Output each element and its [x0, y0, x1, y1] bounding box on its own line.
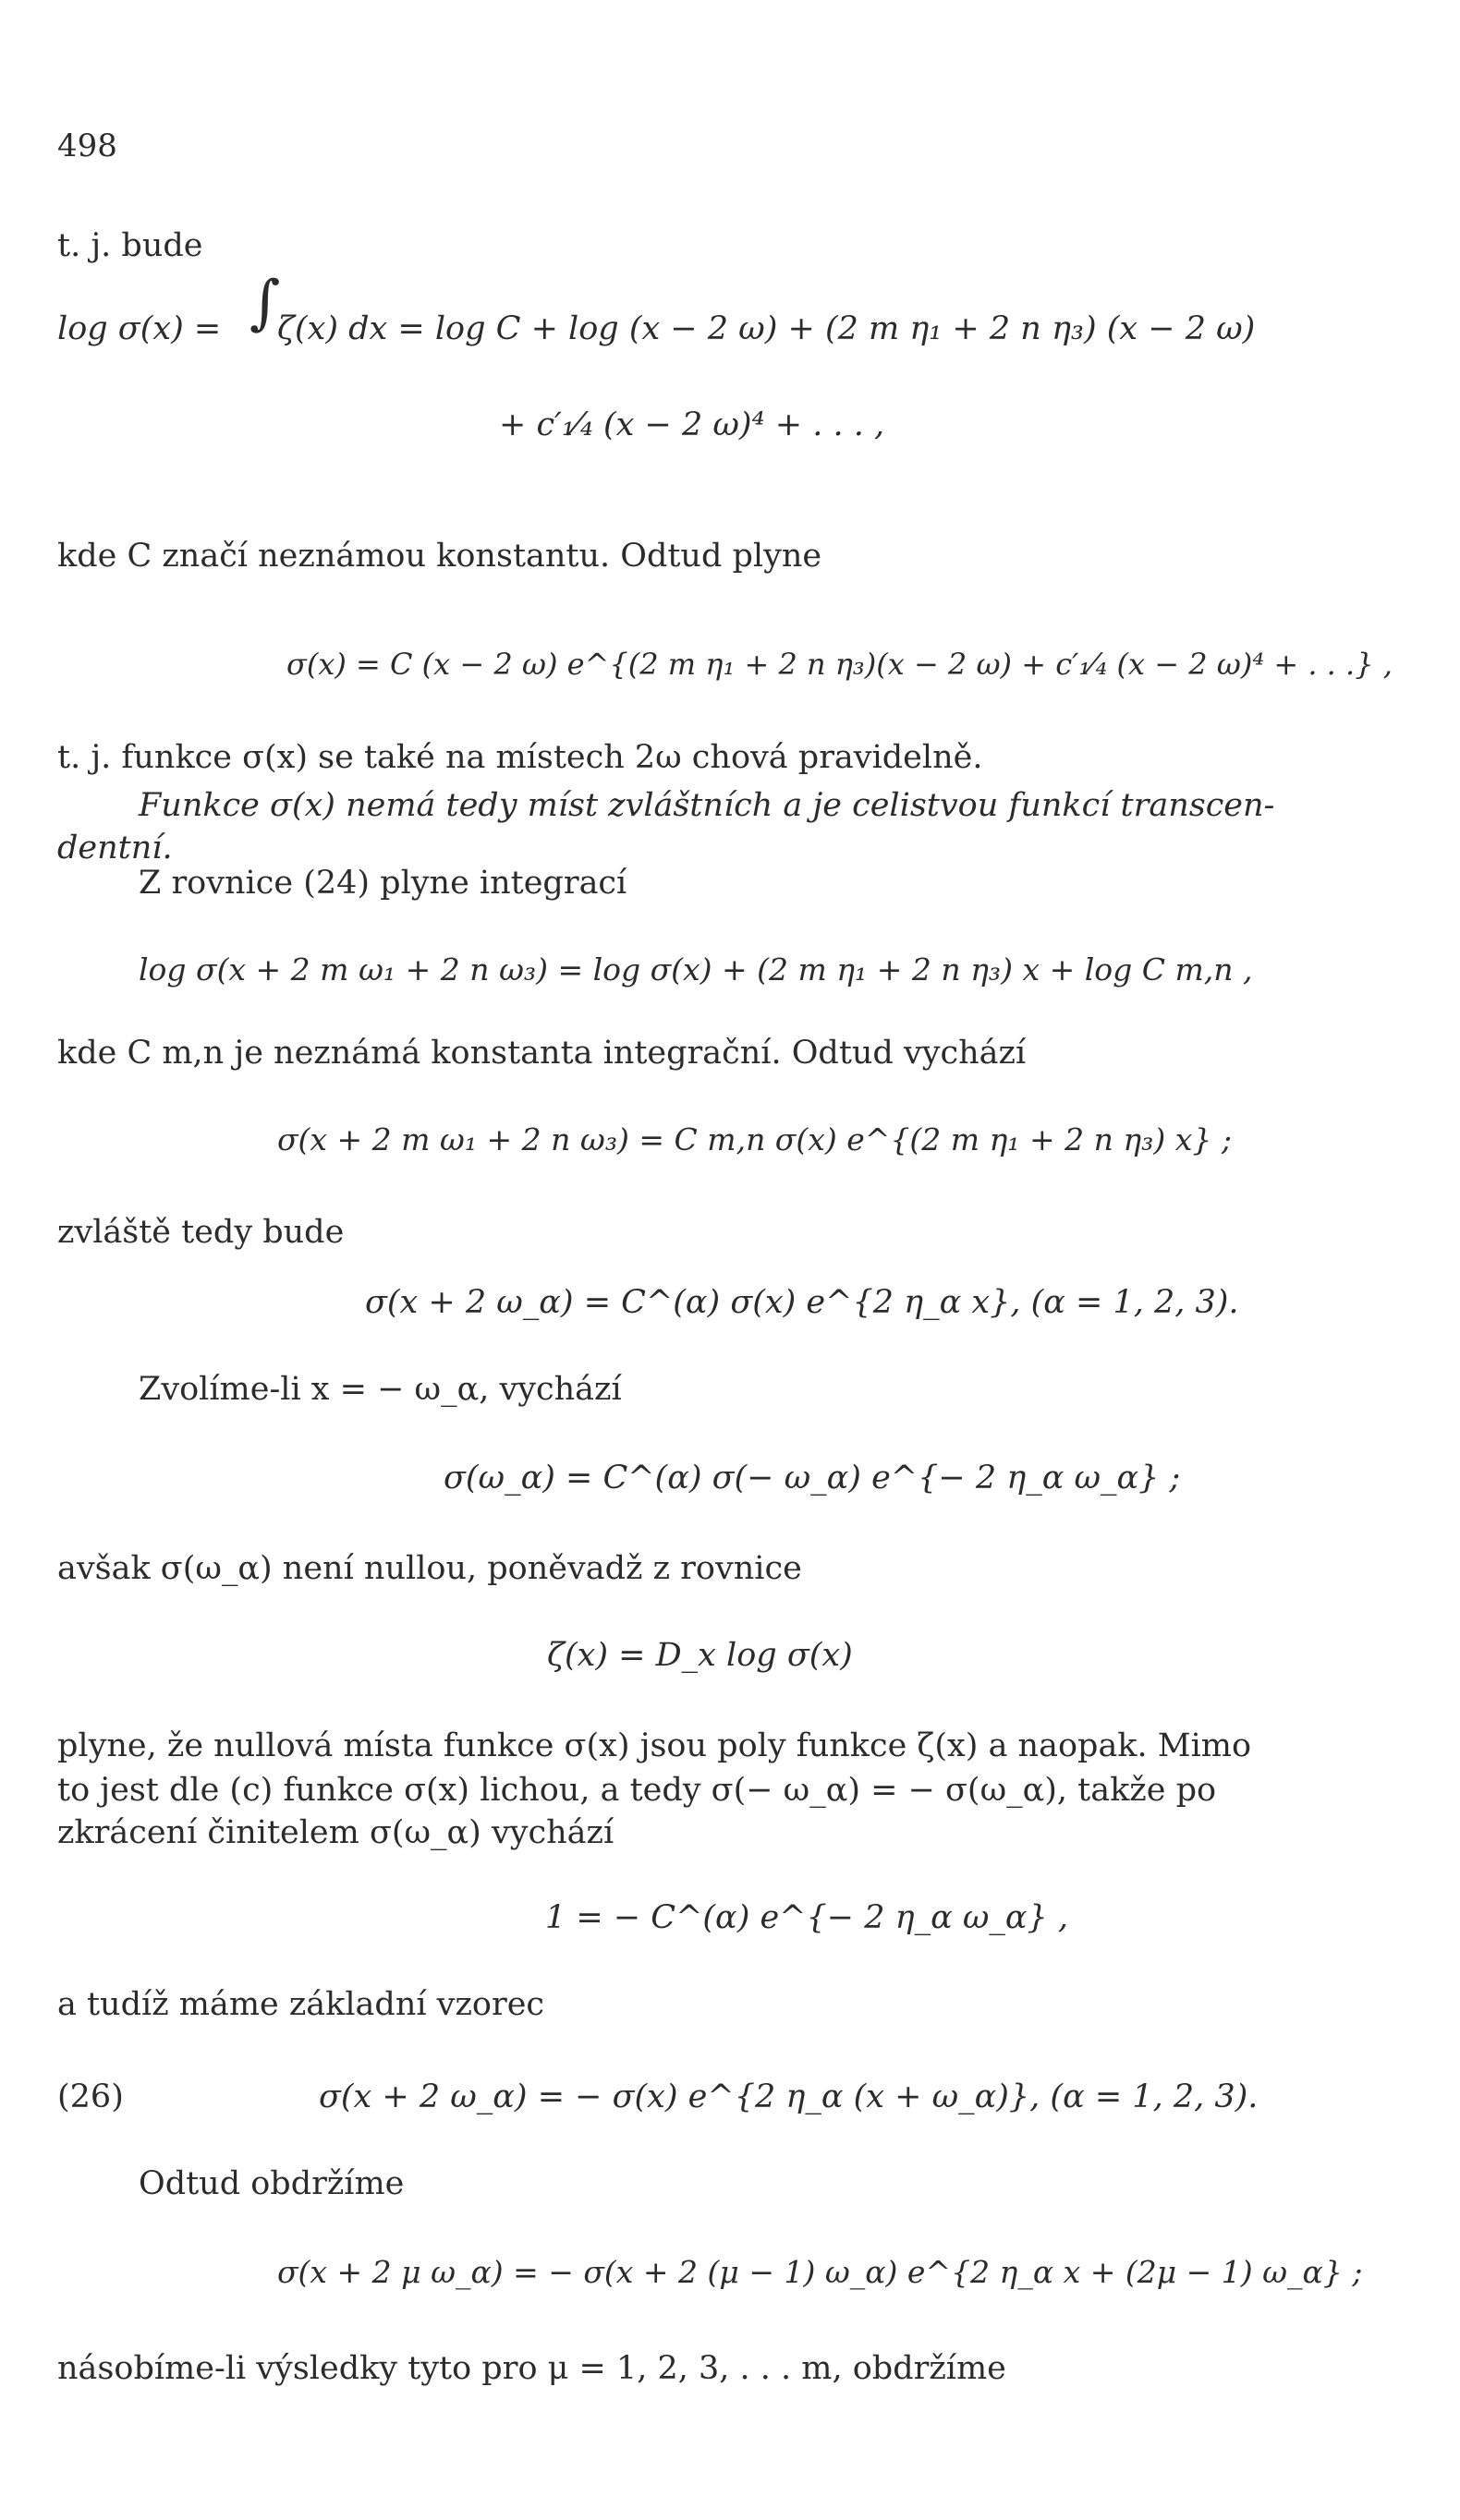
text-line-6: Z rovnice (24) plyne integrací: [139, 865, 627, 902]
text-line-12: to jest dle (c) funkce σ(x) lichou, a tedy σ(− ω_α) = − σ(ω_α), takže po: [57, 1772, 1217, 1809]
text-line-4: Funkce σ(x) nemá tedy míst zvláštních a je celistvou funkcí transcen-: [139, 787, 1275, 824]
text-line-2: kde C značí neznámou konstantu. Odtud plyne: [57, 538, 822, 575]
equation-6: σ(ω_α) = C^(α) σ(− ω_α) e^{− 2 η_α ω_α} ;: [444, 1460, 1181, 1496]
text-line-8: zvláště tedy bude: [57, 1214, 345, 1251]
text-line-14: a tudíž máme základní vzorec: [57, 1986, 545, 2023]
text-line-11: plyne, že nullová místa funkce σ(x) jsou poly funkce ζ(x) a naopak. Mimo: [57, 1727, 1252, 1764]
equation-8: 1 = − C^(α) e^{− 2 η_α ω_α} ,: [545, 1899, 1069, 1936]
equation-7: ζ(x) = D_x log σ(x): [547, 1637, 853, 1674]
integral-sign: ∫: [249, 269, 281, 337]
text-line-13: zkrácení činitelem σ(ω_α) vychází: [57, 1814, 614, 1851]
equation-5: σ(x + 2 ω_α) = C^(α) σ(x) e^{2 η_α x}, (α = 1, 2, 3).: [365, 1284, 1239, 1321]
equation-1-continuation: + c′₁⁄₄ (x − 2 ω)⁴ + . . . ,: [499, 406, 885, 443]
page-number: 498: [57, 127, 117, 164]
text-line-1: t. j. bude: [57, 227, 203, 264]
text-line-3: t. j. funkce σ(x) se také na místech 2ω chová pravidelně.: [57, 739, 983, 776]
text-line-15: Odtud obdržíme: [139, 2165, 405, 2202]
text-line-5: dentní.: [57, 830, 173, 866]
equation-3: log σ(x + 2 m ω₁ + 2 n ω₃) = log σ(x) + (2 m η₁ + 2 n η₃) x + log C m,n ,: [139, 951, 1253, 987]
equation-1-lhs: log σ(x) =: [57, 310, 222, 347]
equation-4: σ(x + 2 m ω₁ + 2 n ω₃) = C m,n σ(x) e^{(2 m η₁ + 2 n η₃) x} ;: [277, 1121, 1232, 1157]
equation-9: σ(x + 2 ω_α) = − σ(x) e^{2 η_α (x + ω_α)}, (α = 1, 2, 3).: [319, 2078, 1259, 2115]
equation-number-26: (26): [57, 2078, 124, 2115]
text-line-7: kde C m,n je neznámá konstanta integrační. Odtud vychází: [57, 1035, 1027, 1072]
equation-10: σ(x + 2 μ ω_α) = − σ(x + 2 (μ − 1) ω_α) e^{2 η_α x + (2μ − 1) ω_α} ;: [277, 2254, 1363, 2290]
text-line-16: násobíme-li výsledky tyto pro μ = 1, 2, 3, . . . m, obdržíme: [57, 2350, 1006, 2387]
text-line-10: avšak σ(ω_α) není nullou, poněvadž z rovnice: [57, 1550, 802, 1587]
text-line-9: Zvolíme-li x = − ω_α, vychází: [139, 1371, 622, 1408]
equation-1-rhs: ζ(x) dx = log C + log (x − 2 ω) + (2 m η₁ + 2 n η₃) (x − 2 ω): [277, 310, 1256, 347]
equation-2: σ(x) = C (x − 2 ω) e^{(2 m η₁ + 2 n η₃)(x − 2 ω) + c′₁⁄₄ (x − 2 ω)⁴ + . . .} ,: [286, 647, 1393, 682]
